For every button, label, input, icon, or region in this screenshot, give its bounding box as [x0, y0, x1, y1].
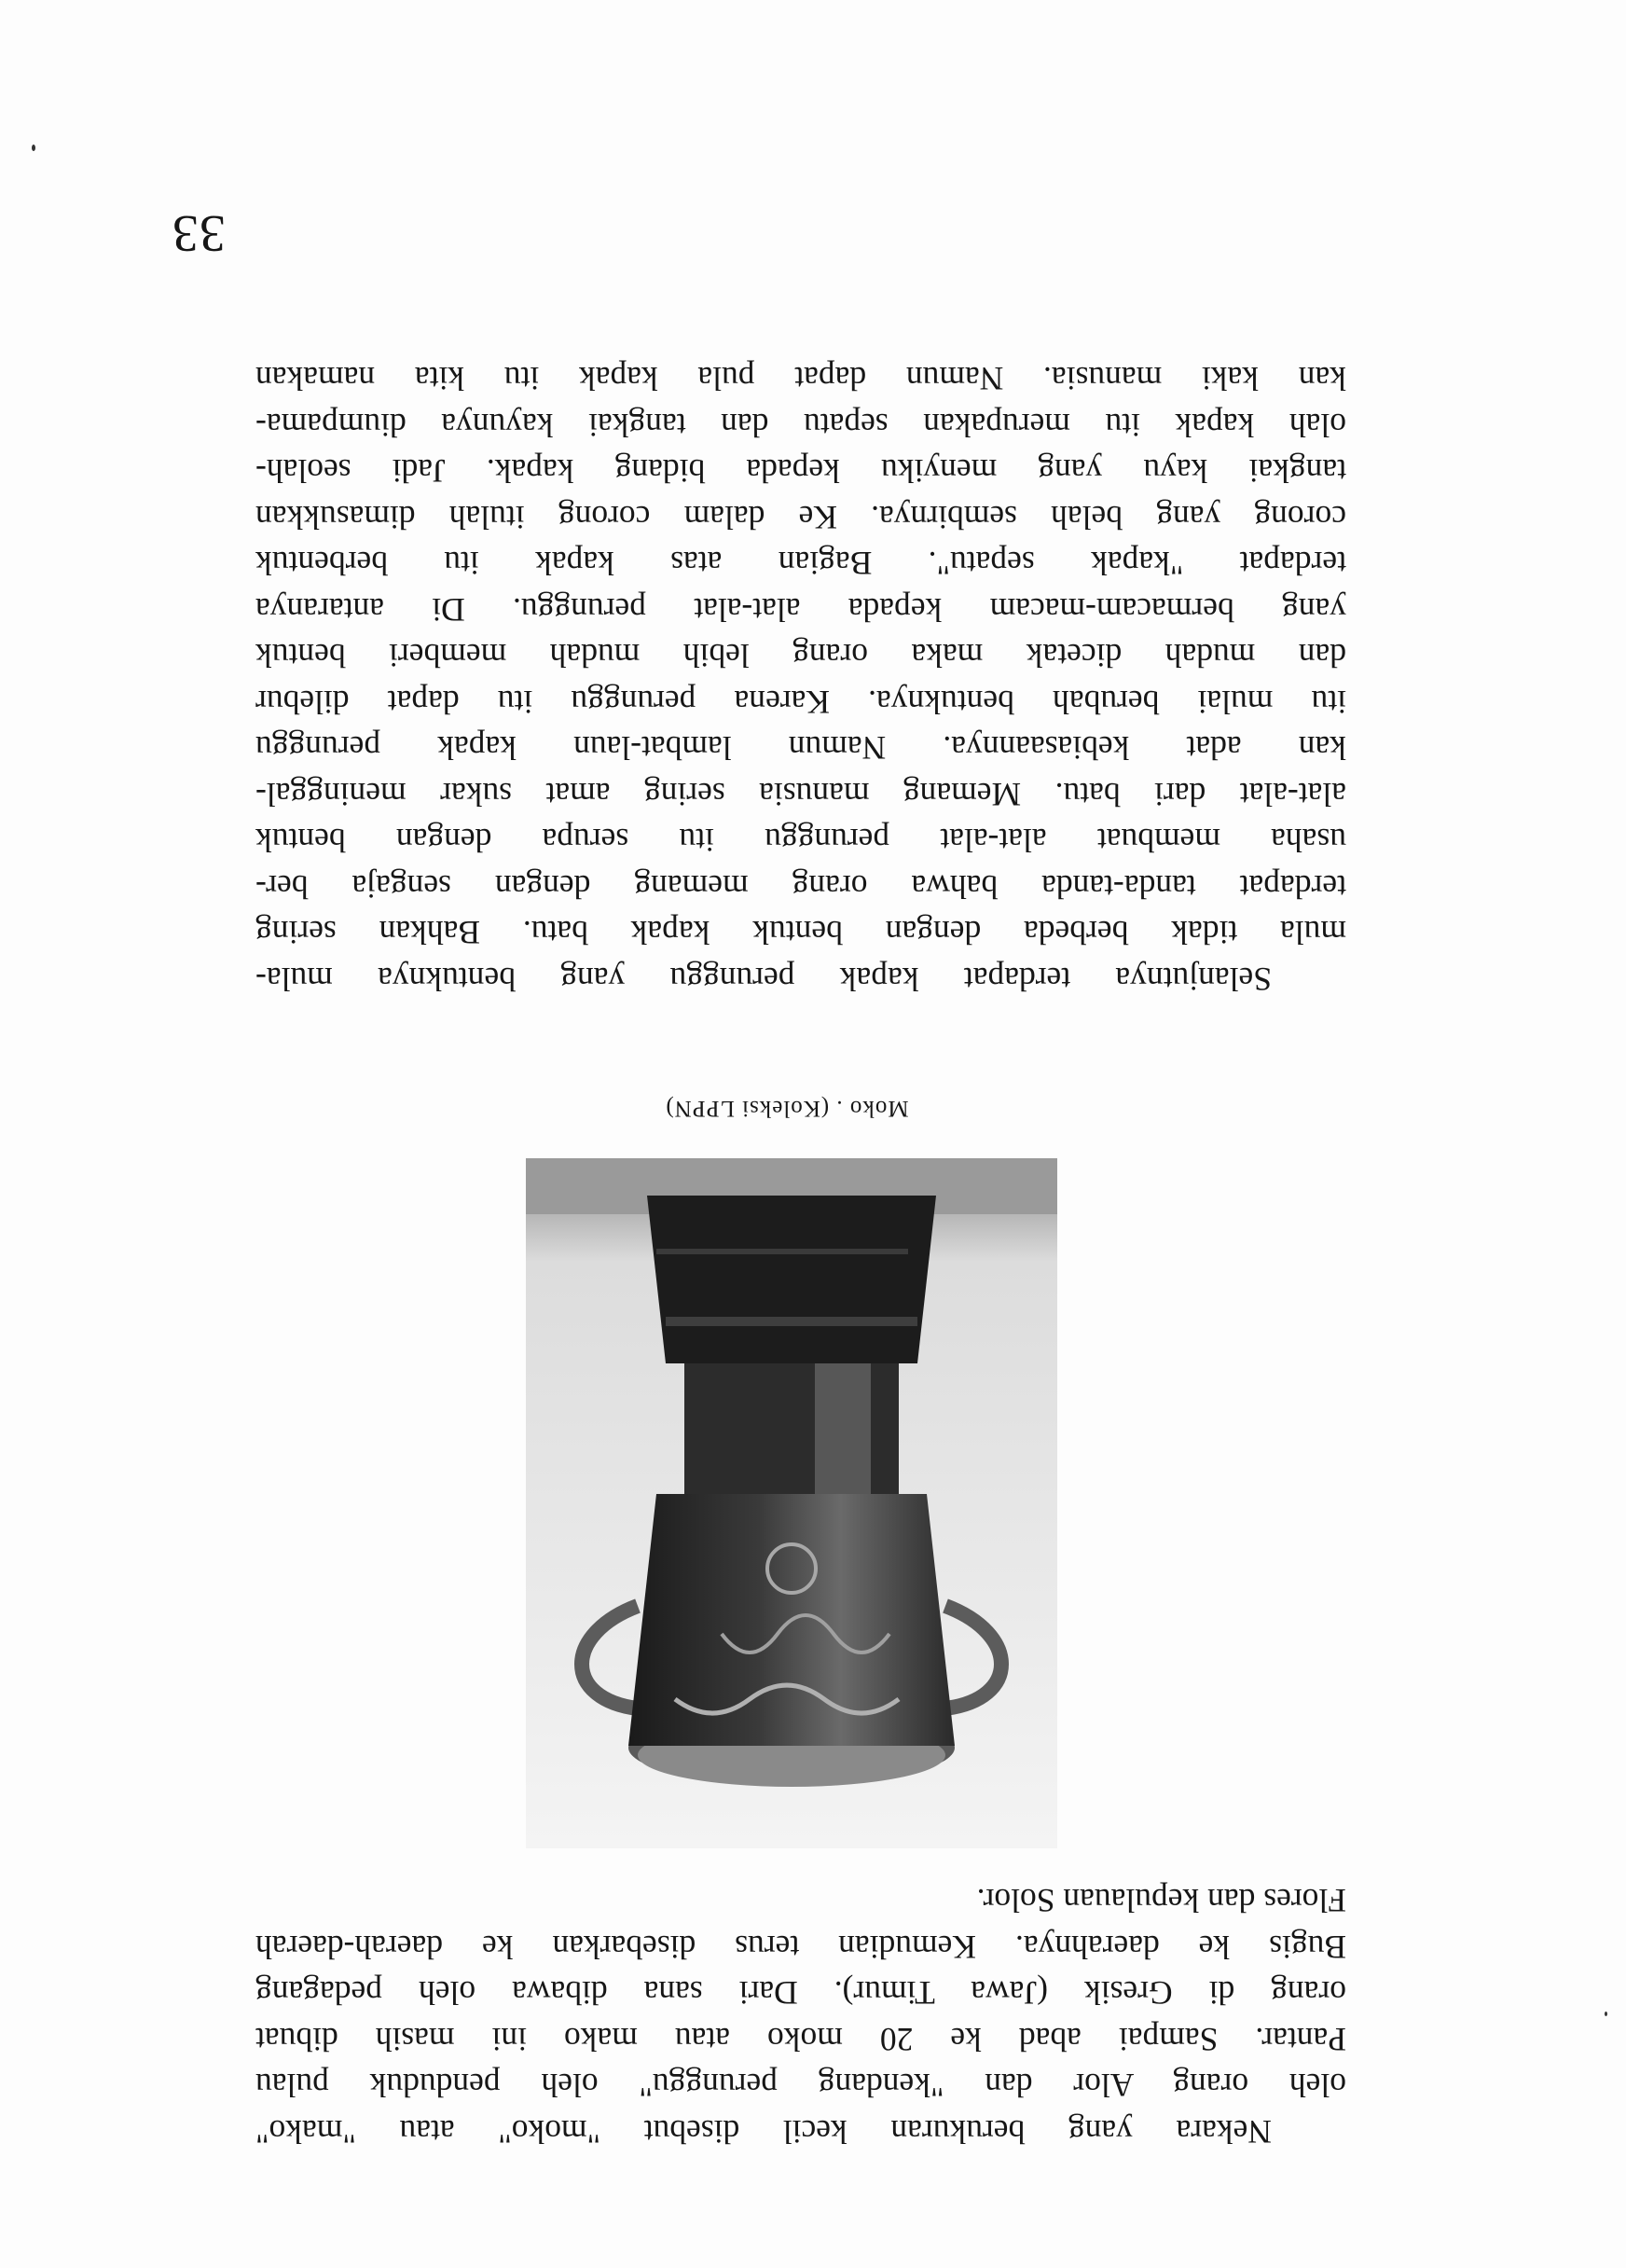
- text-line: tangkai kayu yang menyiku kepada bidang kapak. Jadi seolah-: [255, 452, 1346, 491]
- text-line: corong yang belah sembirnya. Ke dalam corong itulah dimasukkan: [255, 499, 1346, 536]
- text-line: terdapat "kapak sepatu". Bagian atas kapak itu berbentuk: [255, 545, 1346, 583]
- text-line: Selanjutnya terdapat kapak perunggu yang bentuknya mula-: [255, 961, 1272, 998]
- text-line: kan adat kebiasaannya. Namun lambat-laun kapak perunggu: [255, 729, 1346, 768]
- text-line: kan kaki manusia. Namun dapat pula kapak itu kita namakan: [255, 360, 1346, 398]
- moko-drum-icon: [526, 1158, 1057, 1848]
- scan-speck: [32, 145, 35, 151]
- text-line: Pantar. Sampai abad ke 20 moko atau mako ini masih dibuat: [255, 2021, 1346, 2058]
- text-line: usaha membuat alat-alat perunggu itu serupa dengan bentuk: [255, 822, 1346, 860]
- page-number: 33: [172, 204, 226, 262]
- moko-drum-photo: [526, 1158, 1057, 1848]
- text-line: Nekara yang berukuran kecil disebut "moko" atau "mako": [255, 2113, 1272, 2150]
- text-line: terdapat tanda-tanda bahwa orang memang dengan sengaja ber-: [255, 868, 1346, 906]
- text-line: yang bermacam-macam kepada alat-alat perunggu. Di antaranya: [255, 591, 1346, 629]
- figure-caption: Moko . (Koleksi LPPN): [665, 1096, 909, 1121]
- text-line: mula tidak berbeda dengan bentuk kapak batu. Bahkan sering: [255, 914, 1346, 952]
- bronze-axe-paragraph: [255, 355, 1346, 1002]
- text-line: orang di Gresik (Jawa Timur). Dari sana dibawa oleh pedagang: [255, 1974, 1346, 2012]
- text-line: Flores dan kepulauan Solor.: [976, 1882, 1346, 1920]
- text-line: oleh orang Alor dan "kendang perunggu" oleh penduduk pulau: [255, 2067, 1346, 2105]
- text-line: Bugis ke daerahnya. Kemudian terus disebarkan ke daerah-daerah: [255, 1929, 1346, 1966]
- text-line: olah kapak itu merupakan sepatu dan tangkai kayunya diumpama-: [255, 407, 1346, 444]
- moko-paragraph: [255, 1877, 1346, 2154]
- scan-speck: [1605, 2012, 1607, 2016]
- text-line: itu mulai berubah bentuknya. Karena perunggu itu dapat dilebur: [255, 684, 1346, 721]
- text-line: dan mudah dicetak maka orang lebih mudah memberi bentuk: [255, 637, 1346, 675]
- text-line: alat-alat dari batu. Memang manusia sering amat sukar meninggal-: [255, 776, 1346, 813]
